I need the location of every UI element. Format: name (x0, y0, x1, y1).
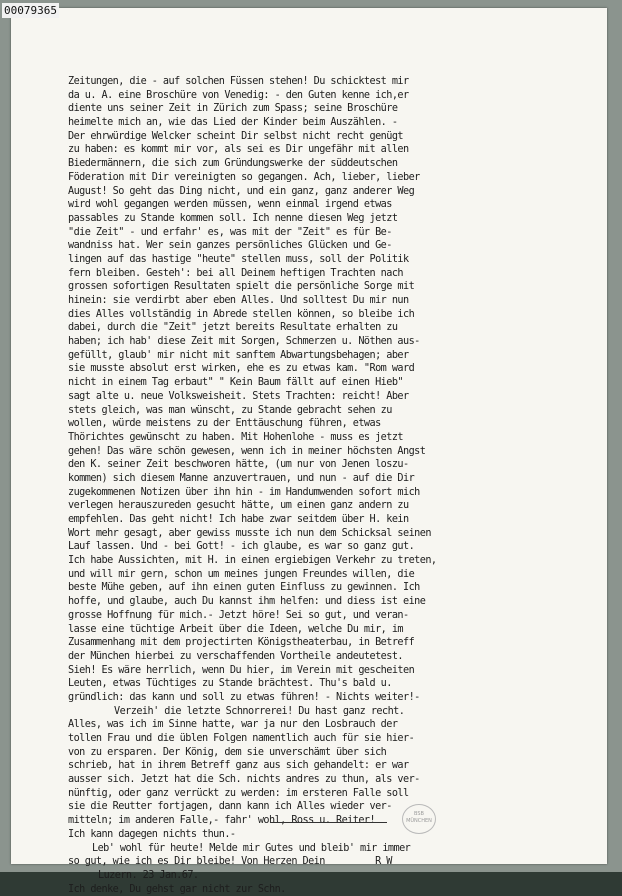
letter-line: dies Alles vollständig in Abrede stellen können, so bleibe ich (68, 308, 415, 320)
letter-line: diente uns seiner Zeit in Zürich zum Spass; seine Broschüre (68, 103, 398, 115)
letter-line: gefüllt, glaub' mir nicht mit sanftem Abwartungsbehagen; aber (68, 349, 409, 361)
letter-line: kommen) sich diesem Manne anzuvertrauen, und nun - auf die Dir (68, 472, 415, 484)
letter-line: Thörichtes gewünscht zu haben. Mit Hohenlohe - muss es jetzt (68, 431, 404, 443)
letter-line: lingen auf das hastige "heute" stellen muss, soll der Politik (68, 253, 409, 265)
letter-line: und will mir gern, schon um meines jungen Freundes willen, die (68, 568, 415, 580)
letter-line: stets gleich, was man wünscht, zu Stande gebracht sehen zu (68, 404, 392, 416)
letter-line: passables zu Stande kommen soll. Ich nenne diesen Weg jetzt (68, 212, 398, 224)
letter-line: empfehlen. Das geht nicht! Ich habe zwar seitdem über H. kein (68, 514, 409, 525)
letter-line: tollen Frau und die üblen Folgen namentlich auch für sie hier- (68, 733, 415, 744)
letter-line: gründlich: das kann und soll zu etwas führen! - Nichts weiter!- (68, 691, 420, 703)
letter-line: gehen! Das wäre schön gewesen, wenn ich in meiner höchsten Angst (68, 445, 426, 457)
letter-line: Leuten, etwas Tüchtiges zu Stande brächtest. Thu's bald u. (68, 678, 392, 690)
letter-line: fern bleiben. Gesteh': bei all Deinem heftigen Trachten nach (68, 267, 404, 279)
letter-line: verlegen herauszureden gesucht hätte, um einen ganz andern zu (68, 500, 409, 512)
letter-line: der München hierbei zu verschaffenden Vortheile andeutetest. (68, 650, 404, 662)
letter-line: Zeitungen, die - auf solchen Füssen stehen! Du schicktest mir (68, 76, 409, 87)
letter-line: da u. A. eine Broschüre von Venedig: - den Guten kenne ich,er (68, 89, 409, 101)
letter-line: beste Mühe geben, auf ihn einen guten Einfluss zu gewinnen. Ich (68, 582, 420, 594)
date-line: Luzern. 23 Jan.67. (98, 869, 199, 881)
letter-line: schrieb, hat in ihrem Betreff ganz aus sich gehandelt: er war (68, 760, 409, 772)
letter-line: Ich kann dagegen nichts thun.- (68, 828, 236, 840)
closing-signature-line: so gut, wie ich es Dir bleibe! Von Herzen Dein R W (68, 856, 392, 868)
letter-line: Ich habe Aussichten, mit H. in einen ergiebigen Verkehr zu treten, (68, 555, 437, 567)
library-stamp (402, 804, 436, 834)
letter-line: lasse eine tüchtige Arbeit über die Ideen, welche Du mir, im (68, 623, 404, 635)
letter-line: sie musste absolut erst wirken, ehe es zu etwas kam. "Rom ward (68, 363, 415, 375)
letter-line: den K. seiner Zeit beschworen hätte, (um nur von Jenen loszu- (68, 459, 409, 471)
letter-line: heimelte mich an, wie das Lied der Kinder beim Auszählen. - (68, 117, 398, 129)
letter-line: grossen sofortigen Resultaten spielt die persönliche Sorge mit (68, 281, 415, 293)
paragraph-1 (68, 75, 548, 705)
letter-line: wird wohl gegangen werden müssen, wenn einmal irgend etwas (68, 199, 392, 211)
letter-line: Zusammenhang mit dem projectirten Königstheaterbau, in Betreff (68, 637, 415, 649)
letter-line: mitteln; im anderen Falle,- fahr' wohl, Ross u. Reiter! (68, 815, 376, 827)
postscript-line: Ich denke, Du gehst gar nicht zur Schn. (68, 883, 286, 895)
letter-line: Der ehrwürdige Welcker scheint Dir selbst nicht recht genügt (68, 130, 404, 142)
letter-line: zugekommenen Notizen über ihn hin - im Handumwenden sofort mich (68, 486, 420, 498)
letter-page (11, 8, 607, 895)
letter-line: wandniss hat. Wer sein ganzes persönliches Glücken und Ge- (68, 240, 392, 252)
letter-line: Wort mehr gesagt, aber gewiss musste ich nun dem Schicksal seinen (68, 527, 431, 539)
paragraph-2 (68, 705, 548, 842)
letter-line: Biedermännern, die sich zum Gründungswerke der süddeutschen (68, 158, 398, 170)
letter-line: ausser sich. Jetzt hat die Sch. nichts andres zu thun, als ver- (68, 774, 420, 786)
letter-line: nünftig, oder ganz verrückt zu werden: im ersteren Falle soll (68, 787, 409, 799)
letter-line: hoffe, und glaube, auch Du kannst ihm helfen: und diess ist eine (68, 596, 426, 608)
letter-line: Verzeih' die letzte Schnorrerei! Du hast ganz recht. (114, 705, 405, 717)
letter-line: Alles, was ich im Sinne hatte, war ja nur den Losbrauch der (68, 719, 398, 731)
letter-line: von zu ersparen. Der König, dem sie unverschämt über sich (68, 746, 387, 758)
letter-body (68, 75, 548, 896)
archive-id-label: 00079365 (4, 4, 57, 17)
stamp-text: BSB MÜNCHEN (406, 811, 432, 824)
letter-line: nicht in einem Tag erbaut" " Kein Baum fällt auf einen Hieb" (68, 377, 404, 389)
letter-line: zu haben: es kommt mir vor, als sei es Dir ungefähr mit allen (68, 144, 409, 156)
letter-line: Sieh! Es wäre herrlich, wenn Du hier, im Verein mit gescheiten (68, 664, 415, 676)
letter-line: grosse Hoffnung für mich.- Jetzt höre! Sei so gut, und veran- (68, 609, 409, 621)
letter-line: hinein: sie verdirbt aber eben Alles. Und solltest Du mir nun (68, 295, 409, 306)
letter-line: Lauf lassen. Und - bei Gott! - ich glaube, es war so ganz gut. (68, 541, 415, 553)
letter-line: sagt alte u. neue Volksweisheit. Stets Trachten: reicht! Aber (68, 390, 409, 402)
letter-line: sie die Reutter fortjagen, dann kann ich Alles wieder ver- (68, 801, 392, 813)
letter-line: August! So geht das Ding nicht, und ein ganz, ganz anderer Weg (68, 185, 415, 197)
letter-line: dabei, durch die "Zeit" jetzt bereits Resultate erhalten zu (68, 322, 398, 334)
letter-line: "die Zeit" - und erfahr' es, was mit der "Zeit" es für Be- (68, 226, 392, 238)
letter-line: wollen, würde meistens zu der Enttäuschung führen, etwas (68, 418, 381, 430)
closing-line: Leb' wohl für heute! Melde mir Gutes und bleib' mir immer (92, 842, 411, 854)
letter-line: Föderation mit Dir vereinigten so gegangen. Ach, lieber, lieber (68, 171, 420, 183)
postscript-underline (271, 822, 387, 823)
letter-line: haben; ich hab' diese Zeit mit Sorgen, Schmerzen u. Nöthen aus- (68, 336, 420, 348)
